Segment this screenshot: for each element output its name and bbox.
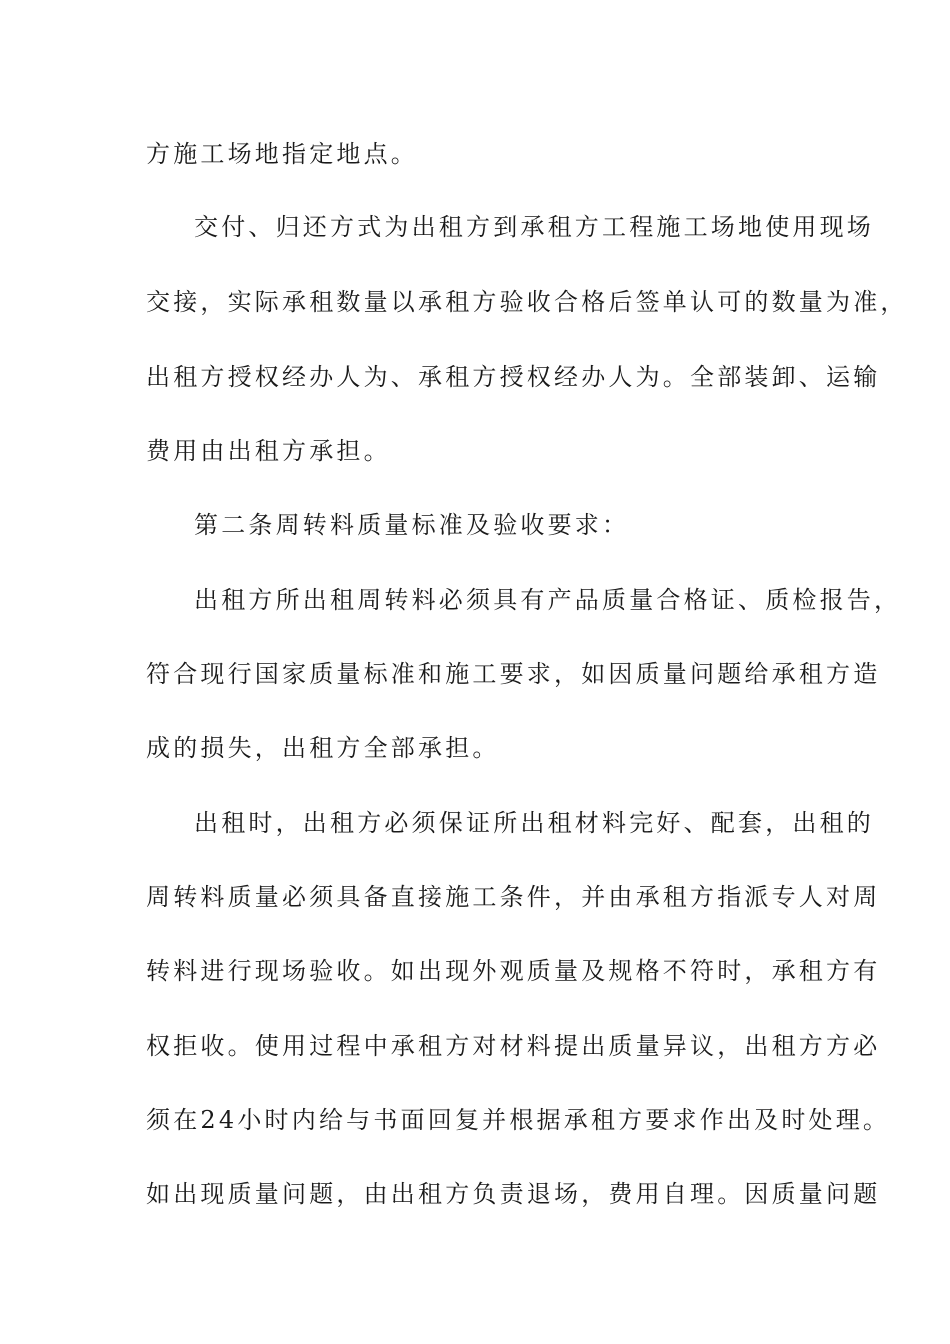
paragraph-rental-line-1: 出租时，出租方必须保证所出租材料完好、配套，出租的 bbox=[194, 809, 874, 837]
paragraph-delivery-line-1: 交付、归还方式为出租方到承租方工程施工场地使用现场 bbox=[194, 213, 874, 241]
paragraph-delivery-line-2: 交接，实际承租数量以承租方验收合格后签单认可的数量为准， bbox=[146, 288, 908, 316]
paragraph-rental-line-2: 周转料质量必须具备直接施工条件，并由承租方指派专人对周 bbox=[146, 883, 881, 911]
paragraph-quality-line-3: 成的损失，出租方全部承担。 bbox=[146, 734, 500, 762]
paragraph-rental-line-6: 如出现质量问题，由出租方负责退场，费用自理。因质量问题 bbox=[146, 1180, 881, 1208]
paragraph-delivery-line-3: 出租方授权经办人为、承租方授权经办人为。全部装卸、运输 bbox=[146, 363, 881, 391]
paragraph-rental-line-3: 转料进行现场验收。如出现外观质量及规格不符时，承租方有 bbox=[146, 957, 881, 985]
paragraph-quality-line-1: 出租方所出租周转料必须具有产品质量合格证、质检报告， bbox=[194, 586, 902, 614]
paragraph-quality-line-2: 符合现行国家质量标准和施工要求，如因质量问题给承租方造 bbox=[146, 660, 881, 688]
paragraph-rental-line-4: 权拒收。使用过程中承租方对材料提出质量异议，出租方方必 bbox=[146, 1032, 881, 1060]
section-heading-article-2: 第二条周转料质量标准及验收要求： bbox=[194, 511, 630, 539]
paragraph-rental-line-5: 须在24小时内给与书面回复并根据承租方要求作出及时处理。 bbox=[146, 1106, 891, 1134]
text-line-1: 方施工场地指定地点。 bbox=[146, 140, 418, 168]
paragraph-delivery-line-4: 费用由出租方承担。 bbox=[146, 437, 391, 465]
